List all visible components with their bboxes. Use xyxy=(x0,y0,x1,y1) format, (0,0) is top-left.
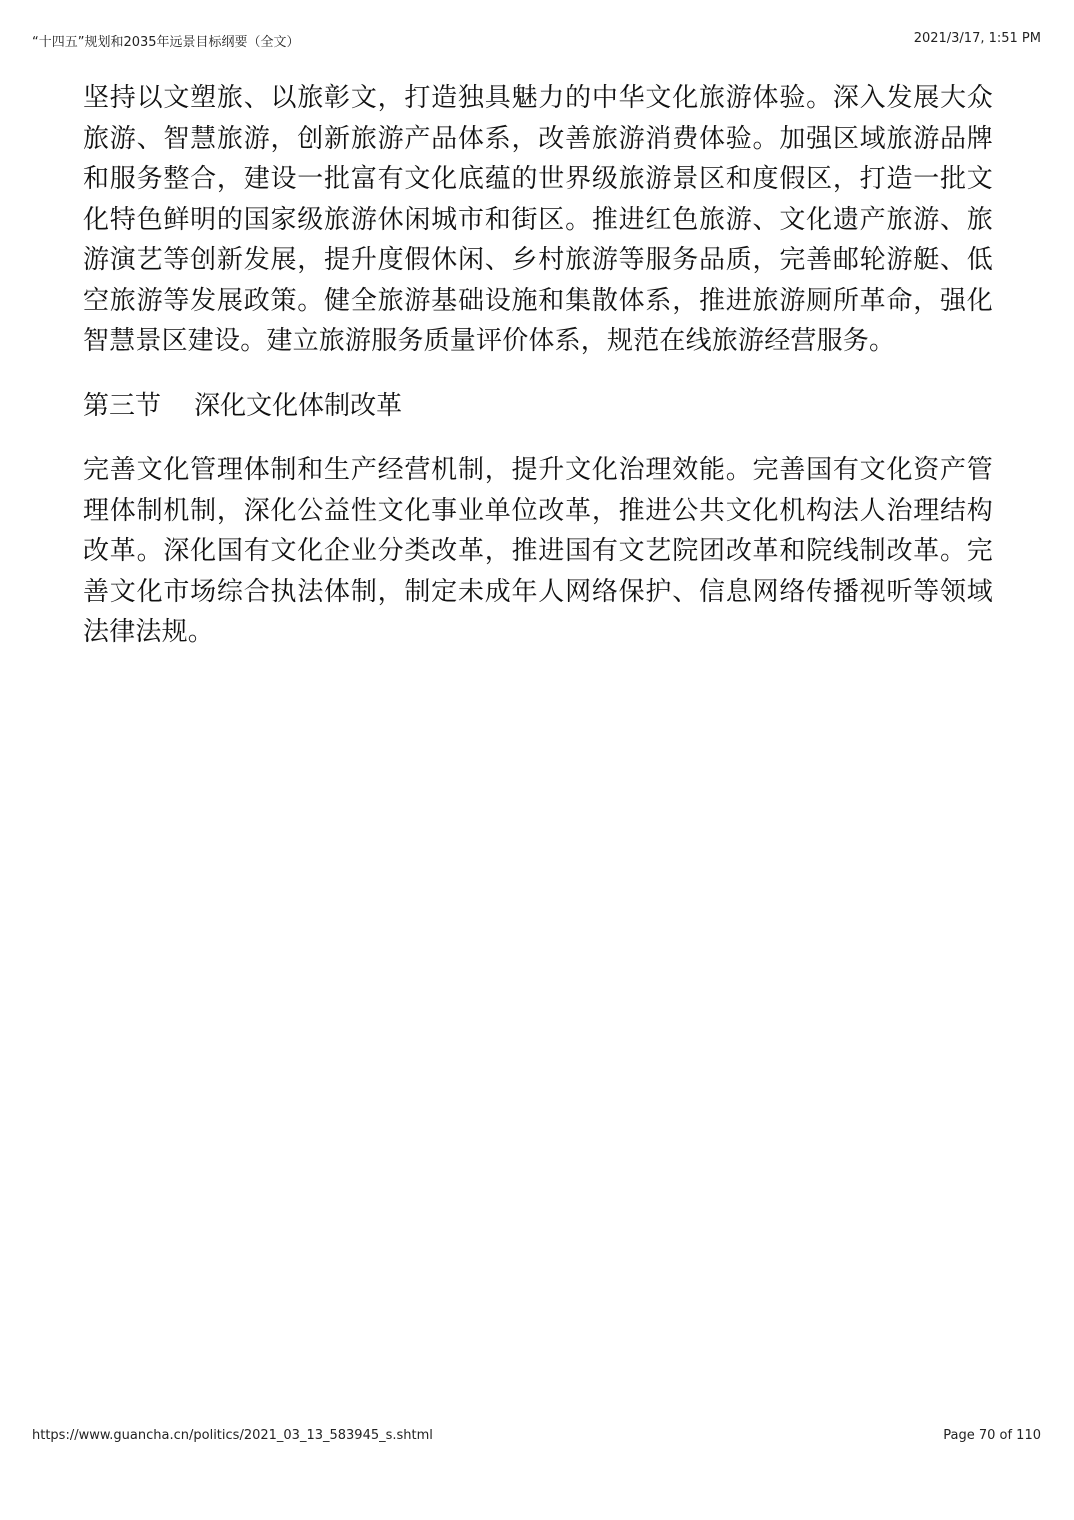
body-paragraph-reform: 完善文化管理体制和生产经营机制，提升文化治理效能。完善国有文化资产管理体制机制，深化公益性文化事业单位改革，推进公共文化机构法人治理结构改革。深化国有文化企业分类改革，推进国有文艺院团改革和院线制改革。完善文化市场综合执法体制，制定未成年人网络保护、信息网络传播视听等领域法律法规。 xyxy=(83,455,993,647)
section-title: 深化文化体制改革 xyxy=(194,390,403,421)
section-heading xyxy=(83,386,993,427)
document-title: “十四五”规划和2035年远景目标纲要（全文） xyxy=(32,35,300,50)
print-datetime: 2021/3/17, 1:51 PM xyxy=(913,31,1041,46)
page-number: Page 70 of 110 xyxy=(943,1428,1041,1443)
body-paragraph-tourism: 坚持以文塑旅、以旅彰文，打造独具魅力的中华文化旅游体验。深入发展大众旅游、智慧旅游，创新旅游产品体系，改善旅游消费体验。加强区域旅游品牌和服务整合，建设一批富有文化底蕴的世界级旅游景区和度假区，打造一批文化特色鲜明的国家级旅游休闲城市和街区。推进红色旅游、文化遗产旅游、旅游演艺等创新发展，提升度假休闲、乡村旅游等服务品质，完善邮轮游艇、低空旅游等发展政策。健全旅游基础设施和集散体系，推进旅游厕所革命，强化智慧景区建设。建立旅游服务质量评价体系，规范在线旅游经营服务。 xyxy=(83,83,993,356)
source-url: https://www.guancha.cn/politics/2021_03_13_583945_s.shtml xyxy=(32,1428,433,1443)
section-number: 第三节 xyxy=(83,390,162,421)
document-body xyxy=(83,78,993,653)
